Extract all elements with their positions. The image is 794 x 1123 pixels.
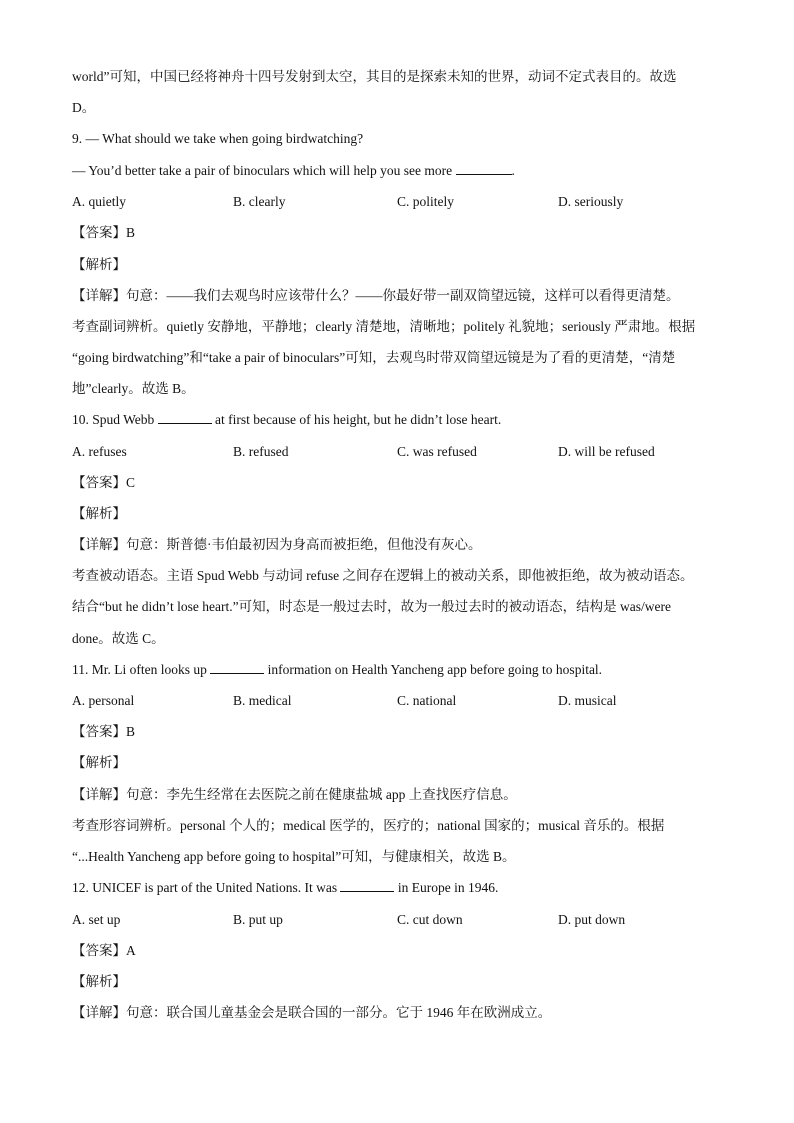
question-10-analysis-label: 【解析】: [72, 506, 126, 521]
question-9-stem: 9. — What should we take when going birdwatching?: [72, 131, 364, 146]
question-10-detail: 考查被动语态。主语 Spud Webb 与动词 refuse 之间存在逻辑上的被动关系，即他被拒绝，故为被动语态。: [72, 568, 694, 583]
question-12-analysis-label: 【解析】: [72, 974, 126, 989]
option-d: D. seriously: [558, 194, 624, 209]
question-9-stem-line2: — You’d better take a pair of binoculars which will help you see more .: [72, 163, 515, 178]
question-11-analysis-label: 【解析】: [72, 755, 126, 770]
option-c: C. politely: [397, 194, 454, 209]
option-b: B. clearly: [233, 194, 286, 209]
option-c: C. cut down: [397, 912, 463, 927]
question-12-options: [72, 911, 732, 929]
question-9-options: [72, 193, 732, 211]
answer-blank: [340, 879, 394, 892]
question-10-stem: 10. Spud Webb at first because of his height, but he didn’t lose heart.: [72, 412, 502, 427]
question-11-detail: 考查形容词辨析。personal 个人的；medical 医学的，医疗的；national 国家的；musical 音乐的。根据: [72, 818, 665, 833]
question-11-detail: 【详解】句意：李先生经常在去医院之前在健康盐城 app 上查找医疗信息。: [72, 787, 517, 802]
option-a: A. set up: [72, 912, 121, 927]
option-d: D. musical: [558, 693, 617, 708]
question-9-answer: 【答案】B: [72, 225, 136, 240]
option-c: C. was refused: [397, 444, 477, 459]
question-10-detail: done。故选 C。: [72, 631, 165, 646]
option-c: C. national: [397, 693, 457, 708]
intro-line: world”可知，中国已经将神舟十四号发射到太空，其目的是探索未知的世界，动词不定式表目的。故选: [72, 69, 677, 84]
option-d: D. will be refused: [558, 444, 655, 459]
option-a: A. personal: [72, 693, 135, 708]
intro-line: D。: [72, 100, 96, 115]
question-12-stem: 12. UNICEF is part of the United Nations. It was in Europe in 1946.: [72, 880, 499, 895]
question-9-detail: 【详解】句意：——我们去观鸟时应该带什么？——你最好带一副双筒望远镜，这样可以看得更清楚。: [72, 288, 680, 303]
option-d: D. put down: [558, 912, 626, 927]
option-b: B. put up: [233, 912, 283, 927]
question-10-detail: 结合“but he didn’t lose heart.”可知，时态是一般过去时，故为一般过去时的被动语态，结构是 was/were: [72, 599, 671, 614]
question-10-options: [72, 443, 732, 461]
question-11-options: [72, 692, 732, 710]
question-10-detail: 【详解】句意：斯普德·韦伯最初因为身高而被拒绝，但他没有灰心。: [72, 537, 482, 552]
option-a: A. refuses: [72, 444, 127, 459]
question-11-detail: “...Health Yancheng app before going to hospital”可知，与健康相关，故选 B。: [72, 849, 516, 864]
answer-blank: [456, 162, 512, 175]
answer-blank: [158, 411, 212, 424]
question-9-analysis-label: 【解析】: [72, 257, 126, 272]
question-11-answer: 【答案】B: [72, 724, 136, 739]
question-9-detail: 考查副词辨析。quietly 安静地，平静地；clearly 清楚地，清晰地；politely 礼貌地；seriously 严肃地。根据: [72, 319, 696, 334]
option-b: B. medical: [233, 693, 292, 708]
option-a: A. quietly: [72, 194, 126, 209]
question-10-answer: 【答案】C: [72, 475, 136, 490]
question-12-answer: 【答案】A: [72, 943, 136, 958]
question-12-detail: 【详解】句意：联合国儿童基金会是联合国的一部分。它于 1946 年在欧洲成立。: [72, 1005, 552, 1020]
question-9-detail: “going birdwatching”和“take a pair of binoculars”可知，去观鸟时带双筒望远镜是为了看的更清楚，“清楚: [72, 350, 676, 365]
answer-blank: [210, 661, 264, 674]
option-b: B. refused: [233, 444, 289, 459]
question-11-stem: 11. Mr. Li often looks up information on Health Yancheng app before going to hospital.: [72, 662, 603, 677]
question-9-detail: 地”clearly。故选 B。: [72, 381, 195, 396]
